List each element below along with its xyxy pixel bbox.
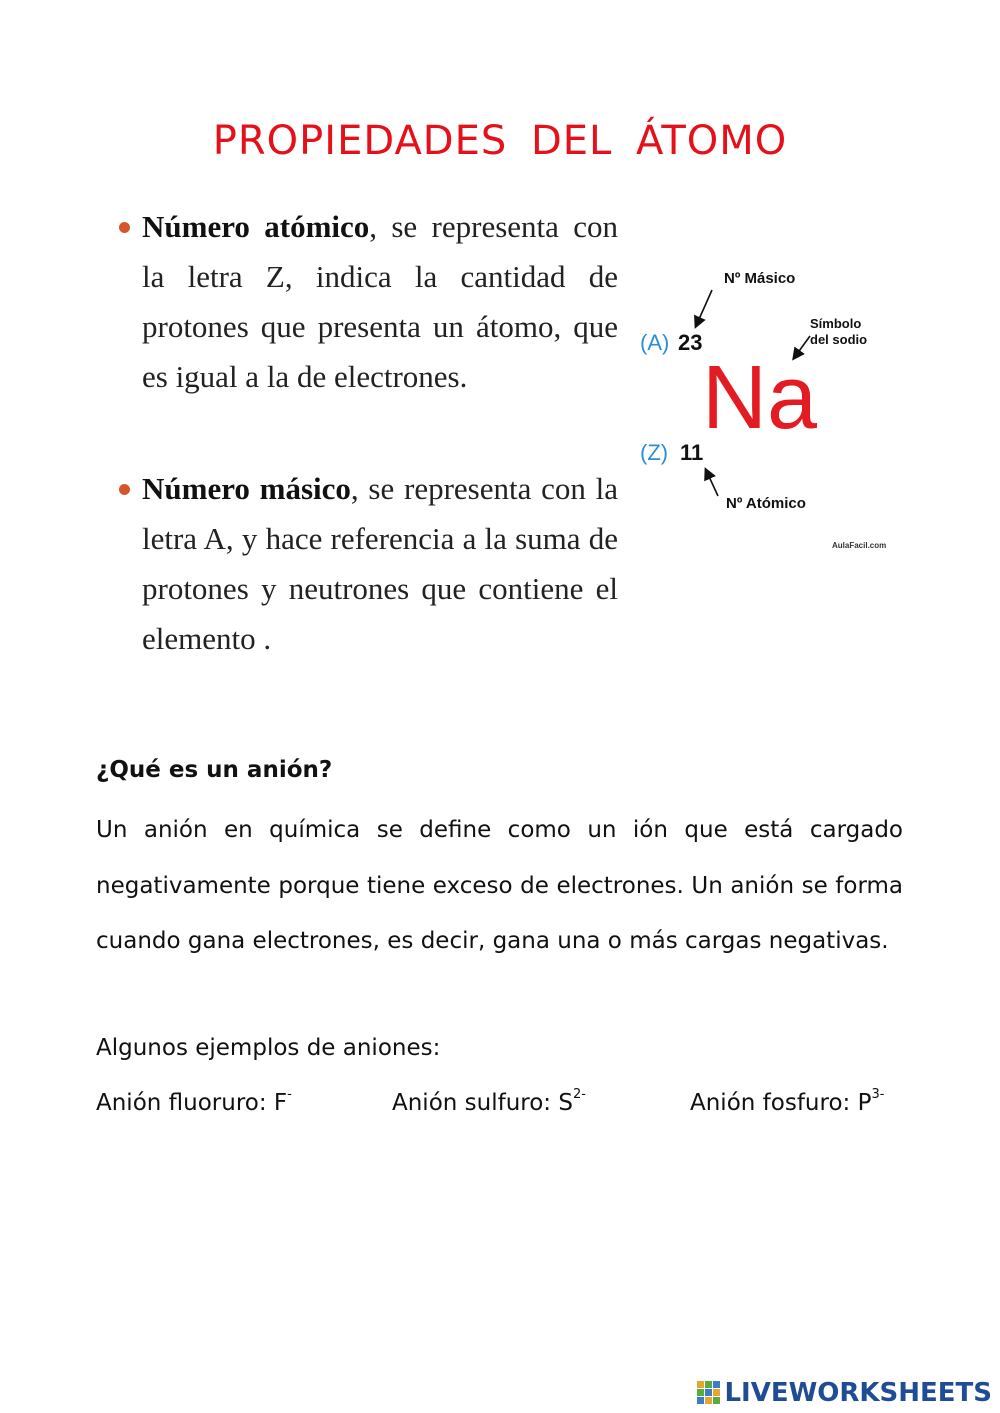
example-charge: 3- (871, 1087, 885, 1103)
definition-atomic-number (110, 202, 618, 402)
symbol-label-line2: del sodio (810, 332, 868, 347)
atomic-letter: (Z) (640, 440, 669, 465)
sodium-notation-diagram (630, 258, 920, 558)
example-label: Anión sulfuro: S (392, 1090, 573, 1116)
liveworksheets-icon (696, 1380, 722, 1406)
definitions-list (110, 202, 618, 664)
liveworksheets-logo[interactable] (696, 1378, 992, 1408)
example-charge: 2- (572, 1087, 586, 1103)
example-charge: - (287, 1087, 292, 1103)
bullet-dot-icon (119, 484, 130, 495)
definition-text: , se representa con la letra Z, indica la cantidad de protones que presenta un átomo, que es igual a la de electrones. (142, 209, 618, 394)
brand-name: LIVEWORKSHEETS (724, 1378, 992, 1408)
atomic-arrow-icon (706, 470, 718, 496)
example-phosphide (690, 1087, 885, 1116)
definition-mass-number (110, 464, 618, 664)
element-symbol: Na (702, 348, 818, 448)
term-atomic-number: Número atómico (142, 209, 370, 244)
bullet-dot-icon (119, 222, 130, 233)
example-label: Anión fluoruro: F (96, 1090, 288, 1116)
examples-intro: Algunos ejemplos de aniones: (96, 1035, 441, 1061)
definition-text: , se representa con la letra A, y hace referencia a la suma de protones y neutrones que contiene el elemento . (142, 471, 618, 656)
mass-number-label: Nº Másico (724, 270, 796, 287)
example-sulfide (392, 1087, 586, 1116)
atomic-number-label: Nº Atómico (726, 495, 806, 512)
page-title: PROPIEDADES DEL ÁTOMO (212, 118, 788, 164)
symbol-label (810, 316, 867, 348)
symbol-label-line1: Símbolo (810, 316, 862, 331)
anion-question: ¿Qué es un anión? (96, 757, 333, 783)
mass-arrow-icon (696, 290, 712, 326)
mass-number-value: 23 (678, 330, 703, 355)
term-mass-number: Número másico (142, 471, 351, 506)
example-label: Anión fosfuro: P (690, 1090, 872, 1116)
mass-letter: (A) (640, 330, 670, 355)
anion-definition: Un anión en química se define como un ión que está cargado negativamente porque tiene exceso de electrones. Un anión se forma cuando gana electrones, es decir, gana una o más cargas negativas. (96, 817, 903, 954)
example-fluoride (96, 1087, 292, 1116)
image-credit: AulaFacil.com (832, 541, 887, 550)
atomic-number-value: 11 (680, 440, 704, 465)
